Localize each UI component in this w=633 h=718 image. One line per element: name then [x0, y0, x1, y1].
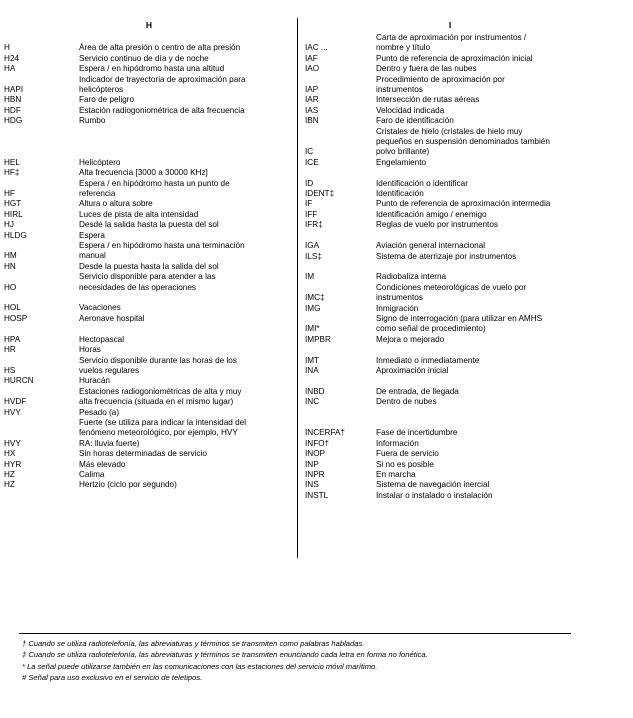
i-term-entry	[305, 460, 595, 470]
i-term-definition-line: Radiobaliza interna	[376, 272, 447, 282]
h-term-definition-line: referencia	[79, 189, 116, 199]
i-term-abbreviation: INBD	[305, 386, 325, 396]
h-term-definition-line: Luces de pista de alta intensidad	[79, 209, 199, 219]
i-term-entry	[305, 252, 595, 262]
i-term-abbreviation: ILS‡	[305, 251, 322, 261]
h-term-definition-line: Hertzio (ciclo por segundo)	[79, 480, 177, 490]
h-term-entry	[4, 210, 294, 220]
h-term-definition	[79, 43, 294, 53]
h-term-entry	[4, 345, 294, 355]
h-term-definition	[79, 116, 294, 126]
i-term-definition	[376, 189, 595, 199]
i-term-abbreviation: IDENT‡	[305, 189, 335, 199]
h-term-abbreviation: HVY	[4, 438, 21, 448]
h-term-entry	[4, 387, 294, 408]
i-term-definition-line: De entrada, de llegada	[376, 386, 459, 396]
i-term-entry	[305, 33, 595, 54]
i-term-definition-line: instrumentos	[376, 293, 423, 303]
h-term-entry	[4, 241, 294, 262]
h-term-abbreviation: H	[4, 43, 10, 53]
h-term-entry	[4, 116, 294, 126]
h-term-definition	[79, 449, 294, 459]
h-term-definition	[79, 199, 294, 209]
h-term-definition-line: Vacaciones	[79, 303, 121, 313]
i-term-abbreviation: INS	[305, 480, 319, 490]
i-term-abbreviation: IC	[305, 147, 314, 157]
h-term-definition	[79, 75, 294, 96]
i-term-entry	[305, 428, 595, 438]
i-term-definition	[376, 158, 595, 168]
i-term-definition-line: Intersección de rutas aéreas	[376, 95, 480, 105]
i-term-definition-line: Fase de incertidumbre	[376, 428, 458, 438]
i-term-definition	[376, 460, 595, 470]
h-term-abbreviation: HVY	[4, 407, 21, 417]
i-term-definition-line: Engelamiento	[376, 157, 427, 167]
i-term-abbreviation: IFF	[305, 209, 318, 219]
column-divider	[297, 18, 298, 558]
h-term-definition	[79, 408, 294, 418]
i-term-definition	[376, 491, 595, 501]
i-term-definition-line: Velocidad indicada	[376, 105, 445, 115]
i-term-definition-line: Inmediato o inmediatamente	[376, 355, 480, 365]
h-term-definition-line: helicópteros	[79, 85, 124, 95]
i-term-spacer	[305, 376, 595, 386]
h-term-abbreviation: HDF	[4, 105, 21, 115]
h-term-entry	[4, 262, 294, 272]
h-term-abbreviation: HURCN	[4, 376, 34, 386]
i-term-abbreviation: INA	[305, 365, 319, 375]
h-term-definition-line: Indicador de trayectoria de aproximación para	[79, 74, 246, 84]
i-term-definition	[376, 95, 595, 105]
h-term-abbreviation: HM	[4, 251, 17, 261]
h-term-entry	[4, 335, 294, 345]
h-term-abbreviation: HZ	[4, 480, 15, 490]
h-term-abbreviation: HVDF	[4, 397, 27, 407]
h-term-definition-line: Calima	[79, 469, 105, 479]
h-term-definition	[79, 241, 294, 262]
i-term-abbreviation: INOP	[305, 449, 326, 459]
h-term-definition	[79, 95, 294, 105]
i-term-abbreviation: IMPBR	[305, 334, 331, 344]
h-term-spacer	[4, 33, 294, 43]
h-term-definition	[79, 210, 294, 220]
i-term-entry	[305, 387, 595, 397]
i-term-abbreviation: IMT	[305, 355, 320, 365]
i-term-definition-line: como señal de procedimiento)	[376, 324, 486, 334]
i-term-abbreviation: IMI*	[305, 324, 320, 334]
column-h-rows	[4, 33, 294, 491]
i-term-abbreviation: IMC‡	[305, 293, 325, 303]
i-term-abbreviation: INP	[305, 459, 319, 469]
h-term-abbreviation: HAPI	[4, 85, 24, 94]
h-term-entry	[4, 168, 294, 178]
h-term-definition-line: Servicio disponible durante las horas de los	[79, 355, 237, 365]
i-term-abbreviation: IAP	[305, 85, 319, 95]
i-term-abbreviation: IGA	[305, 241, 320, 251]
i-term-entry	[305, 304, 595, 314]
i-term-entry	[305, 356, 595, 366]
h-term-definition	[79, 64, 294, 74]
i-term-definition-line: Punto de referencia de aproximación intermedia	[376, 199, 551, 209]
h-term-definition-line: Alta frecuencia [3000 a 30000 KHz]	[79, 168, 208, 178]
h-term-definition	[79, 387, 294, 408]
column-i	[305, 18, 595, 501]
i-term-definition	[376, 116, 595, 126]
i-term-spacer	[305, 168, 595, 178]
h-term-definition-line: Fuerte (se utiliza para indicar la intensidad del	[79, 417, 247, 427]
h-term-entry	[4, 43, 294, 53]
footnotes	[22, 638, 428, 684]
i-term-definition-line: Cristales de hielo (cristales de hielo muy	[376, 126, 523, 136]
i-term-entry	[305, 179, 595, 189]
i-term-definition	[376, 199, 595, 209]
i-term-definition-line: Dentro y fuera de las nubes	[376, 64, 477, 74]
i-term-entry	[305, 366, 595, 376]
i-term-definition	[376, 241, 595, 251]
i-term-definition	[376, 252, 595, 262]
h-term-abbreviation: HOL	[4, 303, 21, 313]
i-term-definition	[376, 283, 595, 304]
h-term-spacer	[4, 324, 294, 334]
i-term-abbreviation: IAR	[305, 95, 319, 105]
i-term-definition	[376, 64, 595, 74]
i-term-definition-line: Signo de interrogación (para utilizar en AMHS	[376, 313, 543, 323]
i-term-spacer	[305, 408, 595, 418]
h-term-definition-line: Espera	[79, 230, 105, 240]
h-term-definition-line: Estaciones radiogoniométricas de alta y muy	[79, 386, 242, 396]
i-term-entry	[305, 127, 595, 158]
h-term-definition	[79, 158, 294, 168]
h-term-definition	[79, 231, 294, 241]
i-term-definition	[376, 127, 595, 158]
i-term-abbreviation: IFR‡	[305, 220, 323, 230]
h-term-abbreviation: HPA	[4, 334, 21, 344]
h-term-definition	[79, 54, 294, 64]
i-term-spacer	[305, 262, 595, 272]
i-term-abbreviation: INSTL	[305, 490, 329, 500]
i-term-entry	[305, 116, 595, 126]
i-term-definition-line: Aviación general internacional	[376, 241, 486, 251]
h-term-definition-line: manual	[79, 251, 106, 261]
h-term-definition-line: Espera / en hipódromo hasta una terminación	[79, 241, 245, 251]
i-term-entry	[305, 106, 595, 116]
i-term-definition-line: Inmigración	[376, 303, 419, 313]
i-term-definition	[376, 428, 595, 438]
i-term-entry	[305, 199, 595, 209]
i-term-abbreviation: IM	[305, 272, 315, 282]
column-i-heading: I	[448, 20, 452, 30]
h-term-definition	[79, 480, 294, 490]
i-term-entry	[305, 189, 595, 199]
h-term-entry	[4, 418, 294, 449]
h-term-abbreviation: HZ	[4, 469, 15, 479]
i-term-abbreviation: IF	[305, 199, 313, 209]
i-term-definition-line: Reglas de vuelo por instrumentos	[376, 220, 498, 230]
i-term-entry	[305, 95, 595, 105]
i-term-definition-line: Fuera de servicio	[376, 449, 439, 459]
h-term-definition	[79, 314, 294, 324]
h-term-definition-line: Área de alta presión o centro de alta presión	[79, 43, 241, 53]
i-term-definition-line: Carta de aproximación por instrumentos /	[376, 33, 527, 42]
i-term-entry	[305, 64, 595, 74]
h-term-definition	[79, 345, 294, 355]
h-term-definition	[79, 168, 294, 178]
i-term-definition-line: Identificación	[376, 189, 424, 199]
h-term-definition	[79, 470, 294, 480]
h-term-abbreviation: HYR	[4, 459, 22, 469]
h-term-definition-line: Helicóptero	[79, 157, 121, 167]
h-term-entry	[4, 64, 294, 74]
h-term-entry	[4, 460, 294, 470]
i-term-abbreviation: INPR	[305, 469, 325, 479]
h-term-definition-line: Sin horas determinadas de servicio	[79, 449, 207, 459]
h-term-entry	[4, 231, 294, 241]
i-term-definition	[376, 356, 595, 366]
i-term-definition-line: Sistema de aterrizaje por instrumentos	[376, 251, 517, 261]
i-term-definition	[376, 314, 595, 335]
i-term-abbreviation: IAF	[305, 53, 318, 63]
i-term-definition-line: Dentro de nubes	[376, 397, 437, 407]
footnote-dagger: † Cuando se utiliza radiotelefonía, las abreviaturas y términos se transmiten como palabras habladas.	[22, 639, 365, 648]
h-term-definition-line: alta frecuencia (situada en el mismo lugar)	[79, 397, 234, 407]
h-term-abbreviation: HX	[4, 449, 16, 459]
h-term-abbreviation: HF	[4, 189, 15, 199]
h-term-definition-line: Pesado (a)	[79, 407, 120, 417]
i-term-definition	[376, 439, 595, 449]
h-term-definition-line: Hectopascal	[79, 334, 125, 344]
i-term-spacer	[305, 418, 595, 428]
h-term-definition-line: necesidades de las operaciones	[79, 282, 196, 292]
i-term-definition-line: pequeños en suspensión denominados también	[376, 137, 550, 147]
h-term-definition	[79, 376, 294, 386]
i-term-entry	[305, 158, 595, 168]
h-term-abbreviation: HJ	[4, 220, 15, 230]
i-term-entry	[305, 75, 595, 96]
h-term-abbreviation: HIRL	[4, 209, 23, 219]
i-term-entry	[305, 283, 595, 304]
h-term-definition-line: Servicio continuo de día y de noche	[79, 53, 209, 63]
footnote-hash: # Señal para uso exclusivo en el servicio de teletipos.	[22, 673, 203, 683]
h-term-entry	[4, 54, 294, 64]
h-term-definition-line: Rumbo	[79, 116, 106, 126]
h-term-definition-line: Desde la puesta hasta la salida del sol	[79, 261, 219, 271]
h-term-entry	[4, 220, 294, 230]
footnote-asterisk: * La señal puede utilizarse también en las comunicaciones con las estaciones del servicio móvil marítimo.	[22, 661, 378, 671]
i-term-definition	[376, 387, 595, 397]
i-term-definition-line: Mejora o mejorado	[376, 334, 445, 344]
h-term-abbreviation: HS	[4, 365, 16, 375]
i-term-definition	[376, 366, 595, 376]
i-term-definition	[376, 449, 595, 459]
i-term-definition	[376, 397, 595, 407]
h-term-entry	[4, 356, 294, 377]
i-term-abbreviation: ID	[305, 178, 314, 188]
h-term-abbreviation: HO	[4, 282, 17, 292]
i-term-definition	[376, 480, 595, 490]
i-term-definition-line: Identificación o identificar	[376, 178, 468, 188]
i-term-entry	[305, 470, 595, 480]
i-term-definition-line: Identificación amigo / enemigo	[376, 209, 487, 219]
h-term-definition-line: Servicio disponible para atender a las	[79, 272, 216, 282]
h-term-definition-line: Horas	[79, 345, 101, 355]
h-term-definition-line: vuelos regulares	[79, 365, 140, 375]
h-term-entry	[4, 272, 294, 293]
i-term-abbreviation: INCERFA†	[305, 428, 346, 438]
h-term-definition	[79, 356, 294, 377]
h-term-entry	[4, 75, 294, 96]
h-term-definition	[79, 262, 294, 272]
i-term-definition	[376, 335, 595, 345]
i-term-definition	[376, 179, 595, 189]
h-term-definition-line: Espera / en hipódromo hasta una altitud	[79, 64, 225, 74]
i-term-entry	[305, 439, 595, 449]
i-term-abbreviation: IBN	[305, 116, 319, 126]
i-term-entry	[305, 241, 595, 251]
i-term-entry	[305, 54, 595, 64]
i-term-definition	[376, 470, 595, 480]
h-term-spacer	[4, 147, 294, 157]
h-term-definition-line: Estación radiogoniométrica de alta frecuencia	[79, 105, 245, 115]
h-term-entry	[4, 449, 294, 459]
i-term-abbreviation: IMG	[305, 303, 321, 313]
i-term-definition	[376, 272, 595, 282]
h-term-abbreviation: HA	[4, 64, 16, 74]
h-term-abbreviation: H24	[4, 53, 20, 63]
i-term-abbreviation: INC	[305, 397, 320, 407]
i-term-definition-line: Información	[376, 438, 419, 448]
i-term-abbreviation: ICE	[305, 157, 319, 167]
h-term-definition-line: Altura o altura sobre	[79, 199, 153, 209]
h-term-abbreviation: HF‡	[4, 168, 20, 178]
h-term-definition-line: Huracán	[79, 376, 110, 386]
i-term-entry	[305, 314, 595, 335]
i-term-definition-line: nombre y título	[376, 43, 431, 53]
i-term-definition-line: Instalar o instalado o instalación	[376, 490, 493, 500]
h-term-definition-line: Aeronave hospital	[79, 313, 145, 323]
i-term-definition	[376, 33, 595, 54]
h-term-entry	[4, 158, 294, 168]
h-term-abbreviation: HDG	[4, 116, 23, 126]
i-term-abbreviation: IAC ...	[305, 43, 328, 53]
i-term-definition-line: Punto de referencia de aproximación inicial	[376, 53, 533, 63]
footnote-rule	[19, 633, 571, 634]
h-term-entry	[4, 303, 294, 313]
h-term-entry	[4, 376, 294, 386]
h-term-definition-line: Más elevado	[79, 459, 126, 469]
h-term-definition	[79, 272, 294, 293]
i-term-entry	[305, 491, 595, 501]
h-term-definition	[79, 220, 294, 230]
i-term-definition	[376, 210, 595, 220]
column-h-heading: H	[145, 20, 153, 30]
h-term-definition	[79, 179, 294, 200]
h-term-entry	[4, 179, 294, 200]
h-term-abbreviation: HEL	[4, 157, 20, 167]
i-term-entry	[305, 220, 595, 230]
h-term-definition	[79, 418, 294, 449]
h-term-abbreviation: HLDG	[4, 230, 27, 240]
h-term-definition-line: Espera / en hipódromo hasta un punto de	[79, 178, 230, 188]
i-term-definition-line: Si no es posible	[376, 459, 434, 469]
i-term-entry	[305, 397, 595, 407]
h-term-spacer	[4, 127, 294, 137]
h-term-definition-line: RA: lluvia fuerte)	[79, 438, 140, 448]
i-term-spacer	[305, 345, 595, 355]
h-term-entry	[4, 106, 294, 116]
i-term-definition-line: Procedimiento de aproximación por	[376, 74, 505, 84]
h-term-entry	[4, 314, 294, 324]
h-term-definition-line: Faro de peligro	[79, 95, 135, 105]
i-term-entry	[305, 480, 595, 490]
h-term-abbreviation: HR	[4, 345, 16, 355]
column-h	[4, 18, 294, 491]
h-term-definition	[79, 303, 294, 313]
h-term-entry	[4, 480, 294, 490]
h-term-spacer	[4, 293, 294, 303]
i-term-definition-line: Condiciones meteorológicas de vuelo por	[376, 282, 527, 292]
i-term-definition	[376, 106, 595, 116]
i-term-definition-line: Aproximación inicial	[376, 365, 449, 375]
i-term-definition	[376, 54, 595, 64]
h-term-definition	[79, 460, 294, 470]
h-term-abbreviation: HBN	[4, 95, 22, 105]
i-term-entry	[305, 449, 595, 459]
i-term-definition-line: En marcha	[376, 469, 416, 479]
column-i-rows	[305, 33, 595, 501]
h-term-abbreviation: HOSP	[4, 313, 28, 323]
i-term-definition	[376, 304, 595, 314]
h-term-entry	[4, 199, 294, 209]
i-term-definition	[376, 220, 595, 230]
h-term-entry	[4, 408, 294, 418]
footnote-double-dagger: ‡ Cuando se utiliza radiotelefonía, las abreviaturas y términos se transmiten enunciando cada letra en forma no fonética.	[22, 650, 428, 660]
i-term-abbreviation: IAS	[305, 105, 319, 115]
h-term-definition-line: fenómeno meteorológico, por ejemplo, HVY	[79, 428, 238, 438]
i-term-abbreviation: IAO	[305, 64, 320, 74]
h-term-entry	[4, 470, 294, 480]
h-term-spacer	[4, 137, 294, 147]
i-term-definition-line: Faro de identificación	[376, 116, 454, 126]
i-term-entry	[305, 335, 595, 345]
i-term-entry	[305, 272, 595, 282]
h-term-abbreviation: HGT	[4, 199, 22, 209]
i-term-abbreviation: INFO†	[305, 438, 330, 448]
h-term-definition	[79, 106, 294, 116]
h-term-abbreviation: HN	[4, 261, 16, 271]
i-term-definition-line: polvo brillante)	[376, 147, 430, 157]
i-term-spacer	[305, 231, 595, 241]
i-term-definition	[376, 75, 595, 96]
h-term-definition	[79, 335, 294, 345]
i-term-definition-line: Sistema de navegación inercial	[376, 480, 490, 490]
i-term-definition-line: instrumentos	[376, 85, 423, 95]
h-term-entry	[4, 95, 294, 105]
h-term-definition-line: Desde la salida hasta la puesta del sol	[79, 220, 219, 230]
i-term-entry	[305, 210, 595, 220]
